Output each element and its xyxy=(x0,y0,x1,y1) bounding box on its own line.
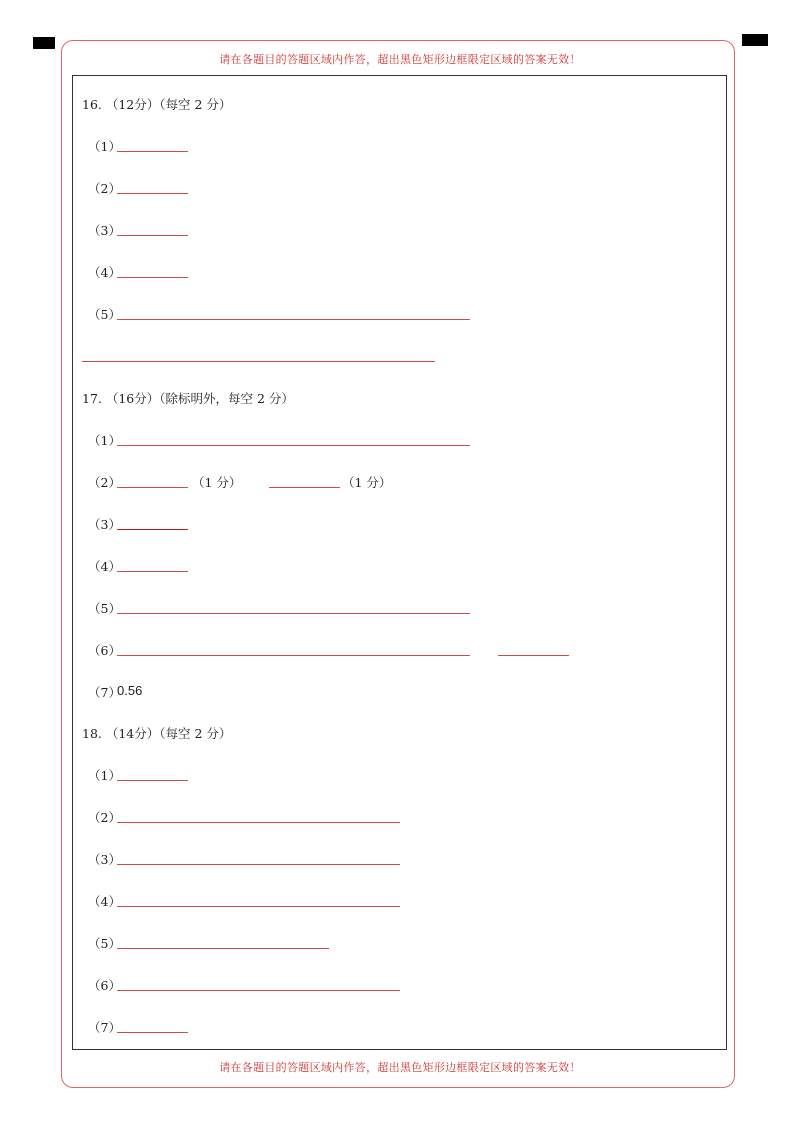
q16-answer-2-line[interactable] xyxy=(117,193,188,194)
q18-item-4-label: （4） xyxy=(88,894,121,909)
q18-answer-4-line[interactable] xyxy=(117,906,400,907)
q17-item-7-label: （7） xyxy=(88,685,121,700)
q18-item-3-label: （3） xyxy=(88,852,121,867)
alignment-mark-right xyxy=(742,34,768,46)
q17-item-4-label: （4） xyxy=(88,559,121,574)
question-17-header: 17. （16分）（除标明外，每空 2 分） xyxy=(82,391,294,406)
q17-item-1-label: （1） xyxy=(88,433,121,448)
q16-answer-1-line[interactable] xyxy=(117,151,188,152)
q17-item-2-label: （2） xyxy=(88,475,121,490)
q17-answer-2a-line[interactable] xyxy=(117,487,188,488)
q17-answer-1-line[interactable] xyxy=(117,445,470,446)
q16-item-4-label: （4） xyxy=(88,265,121,280)
q18-answer-7-line[interactable] xyxy=(117,1032,188,1033)
q17-item-5-label: （5） xyxy=(88,601,121,616)
q17-answer-3-line[interactable] xyxy=(117,529,188,530)
q17-answer-2a-points: （1 分） xyxy=(192,475,242,490)
q16-answer-3-line[interactable] xyxy=(117,235,188,236)
q18-item-5-label: （5） xyxy=(88,936,121,951)
q17-answer-6b-line[interactable] xyxy=(498,655,569,656)
q17-answer-5-line[interactable] xyxy=(117,613,470,614)
q16-item-5-label: （5） xyxy=(88,307,121,322)
q18-item-7-label: （7） xyxy=(88,1020,121,1035)
q16-answer-5-line[interactable] xyxy=(117,319,470,320)
q17-answer-6a-line[interactable] xyxy=(117,655,470,656)
warning-bottom: 请在各题目的答题区域内作答，超出黑色矩形边框限定区域的答案无效！ xyxy=(219,1061,581,1074)
q18-item-1-label: （1） xyxy=(88,768,121,783)
q18-answer-3-line[interactable] xyxy=(117,864,400,865)
answer-region-box xyxy=(72,75,727,1050)
q17-item-3-label: （3） xyxy=(88,517,121,532)
q16-item-2-label: （2） xyxy=(88,181,121,196)
q17-item-6-label: （6） xyxy=(88,643,121,658)
q16-item-3-label: （3） xyxy=(88,223,121,238)
alignment-mark-left xyxy=(33,37,55,49)
q18-answer-2-line[interactable] xyxy=(117,822,400,823)
q18-item-2-label: （2） xyxy=(88,810,121,825)
q16-item-1-label: （1） xyxy=(88,139,121,154)
q17-answer-2b-line[interactable] xyxy=(269,487,340,488)
q18-answer-5-line[interactable] xyxy=(117,948,329,949)
q18-item-6-label: （6） xyxy=(88,978,121,993)
question-18-header: 18. （14分）（每空 2 分） xyxy=(82,726,232,741)
warning-top: 请在各题目的答题区域内作答，超出黑色矩形边框限定区域的答案无效！ xyxy=(219,53,581,66)
q16-answer-4-line[interactable] xyxy=(117,277,188,278)
q17-answer-7-value: 0.56 xyxy=(117,683,143,698)
q16-answer-5-line-continued[interactable] xyxy=(82,361,435,362)
q17-answer-2b-points: （1 分） xyxy=(342,475,392,490)
question-16-header: 16. （12分）（每空 2 分） xyxy=(82,97,232,112)
q17-answer-4-line[interactable] xyxy=(117,571,188,572)
q18-answer-1-line[interactable] xyxy=(117,780,188,781)
q18-answer-6-line[interactable] xyxy=(117,990,400,991)
